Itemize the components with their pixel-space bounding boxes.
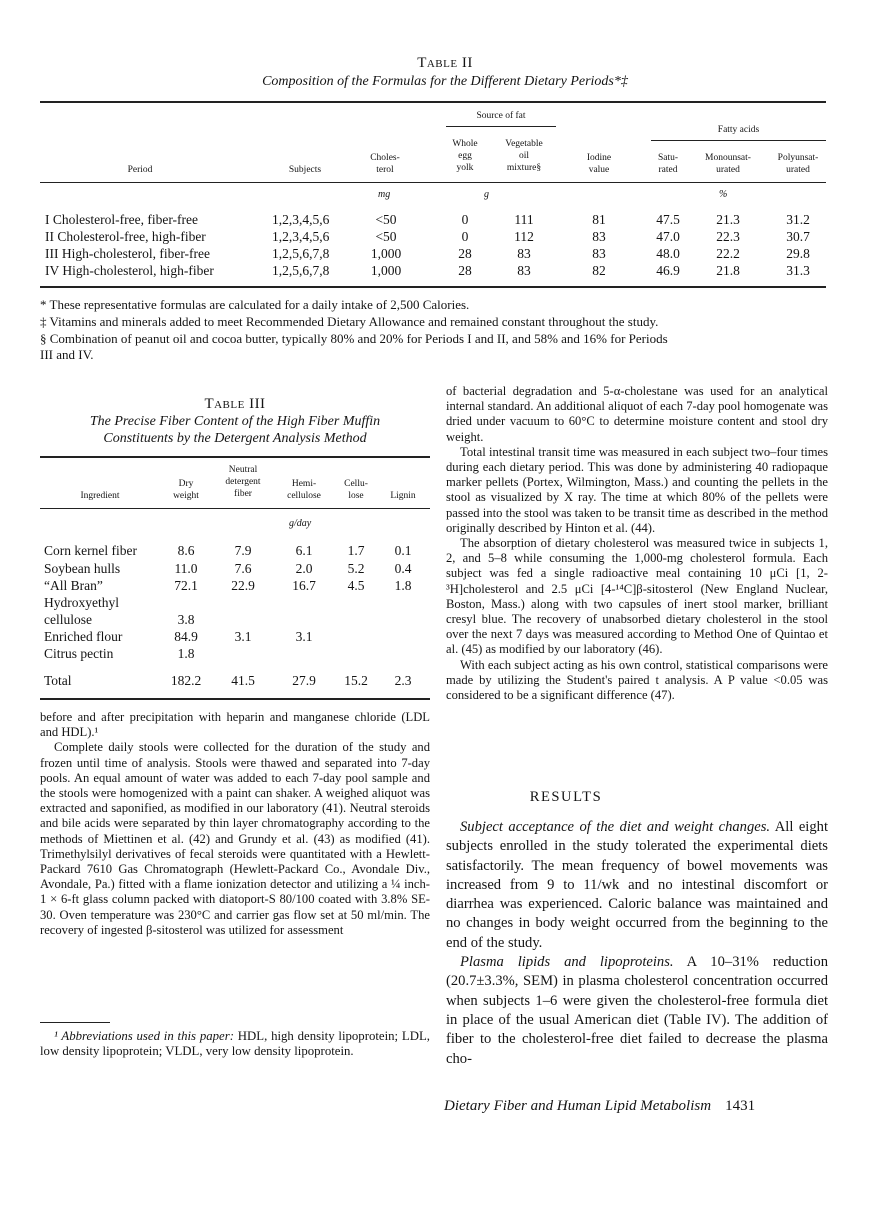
table2-cholesterol: 1,000 — [370, 263, 402, 278]
results-subject-acceptance-title: Subject acceptance of the diet and weight changes. — [460, 819, 771, 835]
table2-mono: 22.2 — [716, 246, 740, 261]
table2-header-mono-line1: Monounsat- — [705, 153, 751, 163]
table3-title: Table III — [204, 396, 266, 412]
table2-footnote: III and IV. — [40, 347, 94, 362]
table3-ndf: 7.6 — [234, 561, 252, 576]
table2-subtitle: Composition of the Formulas for the Different Dietary Periods*‡ — [262, 74, 628, 89]
table2-header-fatty-acids: Fatty acids — [717, 125, 760, 135]
table3-ingredient: Corn kernel fiber — [44, 543, 137, 558]
table2-header-sat-line2: rated — [658, 165, 678, 175]
table3-top-rule — [40, 456, 430, 458]
table2-egg: 0 — [461, 229, 469, 244]
table2-unit-g: g — [484, 189, 489, 200]
table2-sat: 47.0 — [656, 229, 680, 244]
left-column-text — [40, 710, 430, 938]
table3-header-dry-weight — [163, 478, 209, 502]
table3-header-cellulose — [336, 478, 376, 502]
footnote-text: HDL, high density lipoprotein; LDL, low density lipoprotein; VLDL, very low density lipoprotein. — [40, 1029, 430, 1059]
table2-header-whole-egg — [444, 138, 486, 174]
table3-dry: 1.8 — [177, 646, 195, 661]
right-column-text — [446, 384, 828, 703]
footnote-separator — [40, 1022, 110, 1023]
table2-cholesterol: <50 — [375, 212, 397, 227]
table2-period: I Cholesterol-free, fiber-free — [45, 212, 199, 227]
table3-header-cell-line1: Cellu- — [344, 479, 368, 489]
footnote-label: ¹ Abbreviations used in this paper: — [54, 1029, 234, 1043]
table3-total-cellulose: 15.2 — [344, 673, 368, 688]
right-paragraph-3: The absorption of dietary cholesterol was measured twice in subjects 1, 2, and 5–8 while consuming the 1,000-mg cholesterol formula. Each subject was fed a single radioactive meal containing 10 μCi [1, 2-³H]cholesterol and 2.5 μCi [4-¹⁴C]β-sitosterol (New England Nuclear, Boston, Mass.) along with two capsules of inert stool marker, brilliant cresyl blue. The recovery of unabsorbed dietary cholesterol in the stool over the next 7 days was measured according to Method One of Quintao et al. (45) as modified by our laboratory (46). — [446, 536, 828, 657]
table3-cellulose: 5.2 — [347, 561, 365, 576]
table3-hemi: 6.1 — [295, 543, 313, 558]
table3-cellulose: 1.7 — [347, 543, 365, 558]
table2-subjects: 1,2,5,6,7,8 — [272, 246, 330, 261]
table3-bottom-rule — [40, 698, 430, 700]
table3-hemi: 16.7 — [292, 578, 316, 593]
table3-ingredient: Enriched flour — [44, 629, 123, 644]
table2-unit-percent: % — [719, 189, 728, 200]
table2-oil: 83 — [517, 246, 531, 261]
table2-header-rule — [40, 182, 826, 183]
table2-header-iodine — [574, 152, 624, 176]
table2-header-cholesterol-line1: Choles- — [370, 153, 400, 163]
results-plasma-lipids-title: Plasma lipids and lipoproteins. — [460, 954, 674, 971]
table2-header-saturated — [648, 152, 688, 176]
table2-sat: 47.5 — [656, 212, 680, 227]
table2-header-iodine-line1: Iodine — [586, 153, 612, 163]
table2-fatty-rule — [651, 140, 826, 141]
table2-egg: 28 — [458, 246, 472, 261]
table2-iodine: 81 — [592, 212, 606, 227]
table3-header-lignin: Lignin — [390, 491, 416, 501]
left-paragraph-1: before and after precipitation with heparin and manganese chloride (LDL and HDL).¹ — [40, 710, 430, 740]
table3-unit: g/day — [289, 518, 312, 529]
table3-hemi: 3.1 — [295, 629, 313, 644]
page-number: 1431 — [725, 1098, 756, 1114]
table3-lignin: 0.4 — [394, 561, 412, 576]
table2-poly: 31.3 — [786, 263, 810, 278]
table2-header-poly-line2: urated — [786, 165, 810, 175]
table2-mono: 21.3 — [716, 212, 740, 227]
abbreviations-footnote — [40, 1029, 430, 1059]
table2-header-veg-oil-line3: mixture§ — [506, 163, 542, 173]
table3-header-ingredient: Ingredient — [80, 491, 120, 501]
table2-header-subjects: Subjects — [288, 165, 322, 175]
table3-ndf: 3.1 — [234, 629, 252, 644]
table3-header-hemi-line2: cellulose — [287, 491, 321, 501]
table3-dry: 11.0 — [174, 561, 198, 576]
table2-poly: 30.7 — [786, 229, 810, 244]
table2-footnote: § Combination of peanut oil and cocoa butter, typically 80% and 20% for Periods I and II, and 58% and 16% for Periods — [40, 331, 668, 346]
table3-dry: 8.6 — [177, 543, 195, 558]
right-paragraph-2: Total intestinal transit time was measured in each subject two–four times during each dietary period. This was done by administering 40 radiopaque marker pellets (Portex, Wilmington, Mass.) and counting the pellets in the stool as visualized by X ray. The time at which 80% of the pellets were passed into the stool was taken to be transit time as described in the method originally described by Hinton et al. (44). — [446, 444, 828, 535]
table2-header-cholesterol-line2: terol — [376, 165, 394, 175]
table2-egg: 28 — [458, 263, 472, 278]
running-footer — [444, 1098, 755, 1115]
right-paragraph-1: of bacterial degradation and 5-α-cholestane was used for an analytical internal standard. An additional aliquot of each 7-day pool homogenate was dried under vacuum to 60°C to determine moisture content and stool dry weight. — [446, 384, 828, 444]
running-footer-title: Dietary Fiber and Human Lipid Metabolism — [444, 1098, 712, 1114]
table3-header-ndf-line2: detergent — [225, 477, 261, 487]
table2-header-iodine-line2: value — [588, 165, 610, 175]
table3-header-rule — [40, 508, 430, 509]
table3-lignin: 0.1 — [394, 543, 412, 558]
table2-sat: 46.9 — [656, 263, 680, 278]
table3-header-ndf-line1: Neutral — [228, 465, 258, 475]
table2-subjects: 1,2,3,4,5,6 — [272, 229, 330, 244]
table2-header-veg-oil-line1: Vegetable — [505, 139, 543, 149]
table2-poly: 31.2 — [786, 212, 810, 227]
table3-lignin: 1.8 — [394, 578, 412, 593]
table2-top-rule — [40, 101, 826, 103]
table3-subtitle-line2: Constituents by the Detergent Analysis Method — [103, 431, 367, 446]
table3-subtitle-line1: The Precise Fiber Content of the High Fiber Muffin — [89, 414, 381, 429]
table2-header-monounsaturated — [692, 152, 764, 176]
table2-title: Table II — [417, 55, 473, 71]
table3-dry: 84.9 — [174, 629, 198, 644]
table2-oil: 83 — [517, 263, 531, 278]
table3-ndf: 22.9 — [231, 578, 255, 593]
table3-header-dry-line2: weight — [173, 491, 199, 501]
table2-footnote: ‡ Vitamins and minerals added to meet Recommended Dietary Allowance and remained constant throughout the study. — [40, 314, 659, 329]
table3-ndf: 7.9 — [234, 543, 252, 558]
table2-header-veg-oil-line2: oil — [518, 151, 530, 161]
table3-total-dry: 182.2 — [170, 673, 202, 688]
table2-period: II Cholesterol-free, high-fiber — [45, 229, 206, 244]
table2-egg: 0 — [461, 212, 469, 227]
table3-dry: 72.1 — [174, 578, 198, 593]
table2-header-source-of-fat: Source of fat — [476, 111, 526, 121]
results-plasma-lipids-text: A 10–31% reduction (20.7±3.3%, SEM) in plasma cholesterol concentration occurred when subjects 1–6 were given the cholesterol-free formula diet in place of the usual American diet (Table IV). The addition of fiber to the cholesterol-free diet failed to decrease the plasma cho- — [446, 954, 828, 1067]
table2-header-whole-egg-line3: yolk — [456, 163, 474, 173]
table3-total-lignin: 2.3 — [394, 673, 412, 688]
table2-oil: 112 — [514, 229, 534, 244]
table3-ingredient: cellulose — [44, 612, 92, 627]
table3-total-ndf: 41.5 — [231, 673, 255, 688]
table3-ingredient: “All Bran” — [44, 578, 103, 593]
table3-ingredient: Soybean hulls — [44, 561, 121, 576]
table3-header-cell-line2: lose — [348, 491, 364, 501]
table3-header-ndf — [214, 464, 272, 500]
table3-header-hemi-line1: Hemi- — [291, 479, 317, 489]
table2-source-rule — [446, 126, 556, 127]
table3-total-label: Total — [44, 673, 72, 688]
table2-unit-mg: mg — [378, 189, 391, 200]
table2-header-period: Period — [127, 165, 153, 175]
results-text — [446, 818, 828, 1069]
table2-poly: 29.8 — [786, 246, 810, 261]
results-heading: RESULTS — [529, 789, 603, 805]
table3-hemi: 2.0 — [295, 561, 313, 576]
table2-sat: 48.0 — [656, 246, 680, 261]
table2-period: III High-cholesterol, fiber-free — [45, 246, 211, 261]
table2-oil: 111 — [514, 212, 534, 227]
table2-subjects: 1,2,3,4,5,6 — [272, 212, 330, 227]
table2-header-polyunsaturated — [768, 152, 828, 176]
results-subject-acceptance-text: All eight subjects enrolled in the study tolerated the experimental diets satisfactorily. The mean frequency of bowel movements was increased from 9 to 11/wk and no intestinal discomfort or diarrhea was experienced. Caloric balance was maintained and no changes in body weight occurred from the beginning to the end of the study. — [446, 819, 828, 951]
table3-dry: 3.8 — [177, 612, 195, 627]
table3-ingredient: Hydroxyethyl — [44, 595, 119, 610]
table2-iodine: 83 — [592, 229, 606, 244]
table2-subjects: 1,2,5,6,7,8 — [272, 263, 330, 278]
table2-header-cholesterol — [360, 152, 410, 176]
table2-iodine: 83 — [592, 246, 606, 261]
table3-cellulose: 4.5 — [347, 578, 365, 593]
table2-cholesterol: <50 — [375, 229, 397, 244]
table2-header-whole-egg-line1: Whole — [452, 139, 478, 149]
table2-header-mono-line2: urated — [716, 165, 740, 175]
table2-header-sat-line1: Satu- — [657, 153, 679, 163]
table2-header-whole-egg-line2: egg — [458, 151, 472, 161]
table3-ingredient: Citrus pectin — [44, 646, 114, 661]
table3-header-dry-line1: Dry — [178, 479, 194, 489]
table3-total-hemi: 27.9 — [292, 673, 316, 688]
right-paragraph-4: With each subject acting as his own control, statistical comparisons were made by utilizing the Student's paired t analysis. A P value <0.05 was considered to be a significant difference (47). — [446, 657, 828, 703]
left-paragraph-2: Complete daily stools were collected for the duration of the study and frozen until time of analysis. Stools were thawed and separated into 7-day pools. An equal amount of water was added to each 7-day pool sample and the stools were homogenized with a paint can shaker. A weighed aliquot was extracted and saponified, as modified in our laboratory (41). Neutral steroids and bile acids were separated by thin layer chromatography according to the methods of Miettinen et al. (42) and Grundy et al. (43) as modified (41). Trimethylsilyl derivatives of fecal steroids were quantitated with a Hewlett-Packard 7610 Gas Chromatograph (Hewlett-Packard Co., Avondale Div., Avondale, Pa.) fitted with a flame ionization detector and utilizing a ¼ inch-1 × 6-ft glass column packed with diatoport-S 80/100 coated with 3.8% SE-30. Oven temperature was 230°C and carrier gas flow set at 50 ml/min. The recovery of ingested β-sitosterol was utilized for assessment — [40, 740, 430, 937]
table2-iodine: 82 — [592, 263, 606, 278]
table2-period: IV High-cholesterol, high-fiber — [45, 263, 214, 278]
table2-mono: 21.8 — [716, 263, 740, 278]
table2-bottom-rule — [40, 286, 826, 288]
table2-mono: 22.3 — [716, 229, 740, 244]
table2-footnote: * These representative formulas are calculated for a daily intake of 2,500 Calories. — [40, 297, 470, 312]
table3-header-hemicellulose — [276, 478, 332, 502]
table2-header-vegetable-oil — [492, 138, 556, 174]
table2-cholesterol: 1,000 — [370, 246, 402, 261]
table3-header-ndf-line3: fiber — [234, 489, 252, 499]
table2-header-poly-line1: Polyunsat- — [777, 153, 819, 163]
